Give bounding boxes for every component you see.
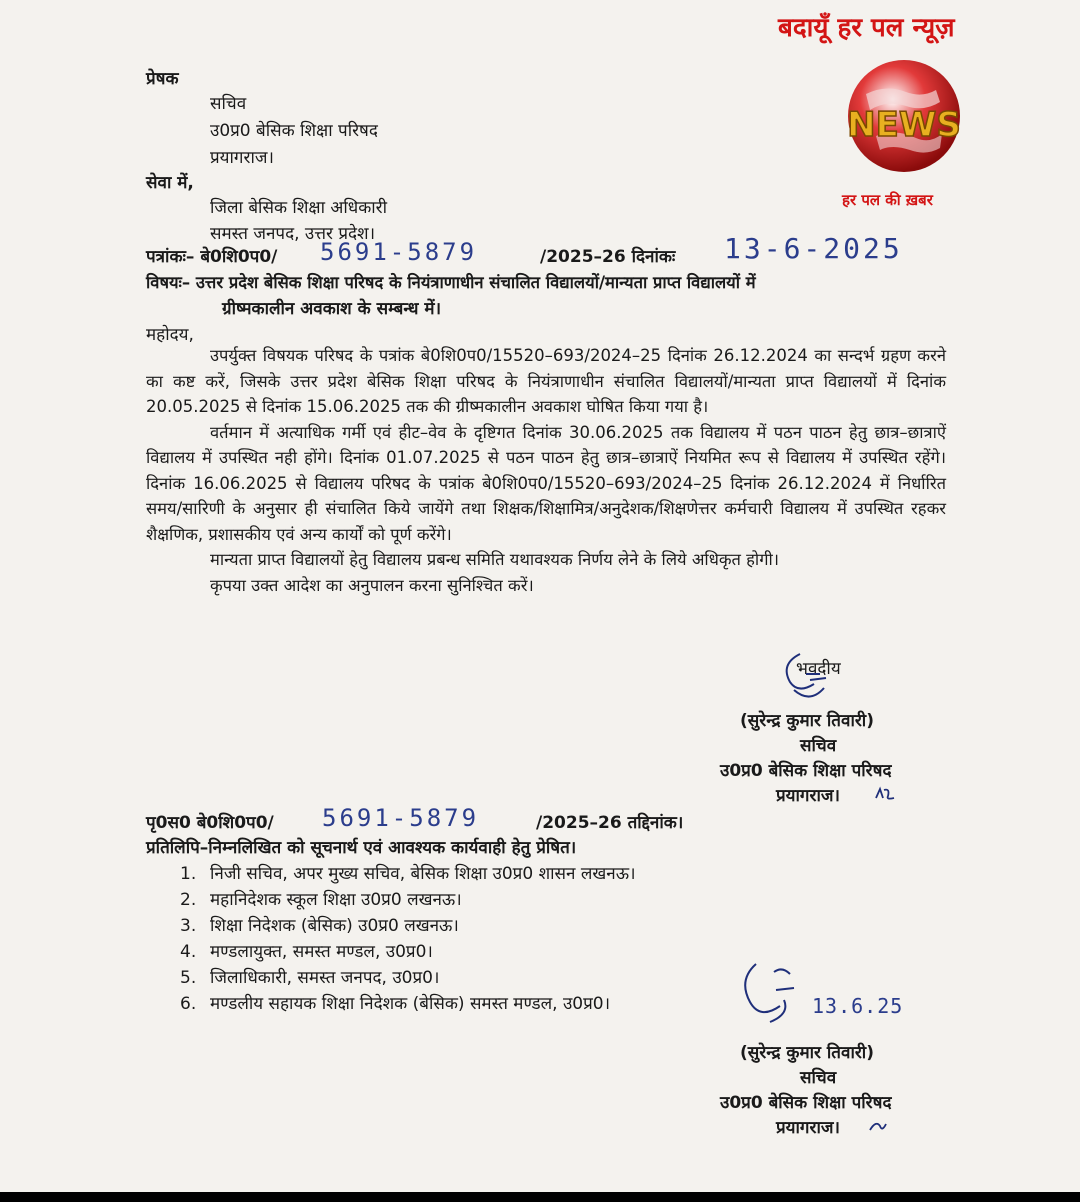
brand-title: बदायूँ हर पल न्यूज़ [778,13,955,43]
recipient-line2: समस्त जनपद, उत्तर प्रदेश। [210,224,376,244]
list-item: 3. शिक्षा निदेशक (बेसिक) उ0प्र0 लखनऊ। [180,916,459,936]
ref-prefix: पत्रांकः– बे0शि0प0/ [146,247,278,267]
list-item: 5. जिलाधिकारी, समस्त जनपद, उ0प्र0। [180,968,440,988]
signer2-city: प्रयागराज। [776,1118,840,1138]
brand-tagline: हर पल की ख़बर [842,191,933,209]
initials-mark [874,786,896,802]
ref-middle: /2025–26 दिनांकः [540,247,676,267]
list-item: 1. निजी सचिव, अपर मुख्य सचिव, बेसिक शिक्षा उ0प्र0 शासन लखनऊ। [180,864,636,884]
ref-number-handwritten: 5691-5879 [320,238,478,266]
body-paragraph-2: वर्तमान में अत्याधिक गर्मी एवं हीट–वेव के दृष्टिगत दिनांक 30.06.2025 तक विद्यालय में पठन पाठन हेतु छात्र–छात्राऐं विद्यालय में उपस्थित नही होंगे। दिनांक 01.07.2025 से पठन पाठन हेतु छात्र–छात्राऐं नियमित रूप से विद्यालय में उपस्थित रहेंगे। दिनांक 16.06.2025 से विद्यालय परिषद के पत्रांक बे0शि0प0/15520–693/2024–25 दिनांक 26.12.2024 में निर्धारित समय/सारिणी के अनुसार ही संचालित किये जायेंगे तथा शिक्षक/शिक्षामित्र/अनुदेशक/शिक्षणेत्तर कर्मचारी विद्यालय में उपस्थित रहकर शैक्षणिक, प्रशासकीय एवं अन्य कार्यों को पूर्ण करेंगे। [146,422,946,544]
initials-mark [868,1118,888,1134]
list-item: 6. मण्डलीय सहायक शिक्षा निदेशक (बेसिक) समस्त मण्डल, उ0प्र0। [180,994,611,1014]
logo-text: NEWS [847,105,961,145]
endorsement-prefix: पृ0स0 बे0शि0प0/ [146,813,274,833]
salutation: महोदय, [146,325,194,345]
subject-line2: ग्रीष्मकालीन अवकाश के सम्बन्ध में। [222,299,442,319]
copy-line: प्रतिलिपि–निम्नलिखित को सूचनार्थ एवं आवश्यक कार्यवाही हेतु प्रेषित। [146,838,577,858]
endorsement-number-handwritten: 5691-5879 [322,804,480,832]
recipient-line1: जिला बेसिक शिक्षा अधिकारी [210,198,388,218]
list-item: 2. महानिदेशक स्कूल शिक्षा उ0प्र0 लखनऊ। [180,890,462,910]
sender-line2: उ0प्र0 बेसिक शिक्षा परिषद [210,121,378,141]
signer2-name: (सुरेन्द्र कुमार तिवारी) [740,1043,874,1063]
body-text [146,343,946,598]
sender-line3: प्रयागराज। [210,148,274,168]
list-item: 4. मण्डलायुक्त, समस्त मण्डल, उ0प्र0। [180,942,433,962]
closing-text: भवदीय [796,659,841,679]
body-paragraph-3: मान्यता प्राप्त विद्यालयों हेतु विद्यालय प्रबन्ध समिति यथावश्यक निर्णय लेने के लिये अधिकृत होगी। [210,550,780,569]
news-globe-logo [836,54,972,178]
signature-2 [736,950,816,1030]
signer1-designation: सचिव [800,736,837,756]
ref-date-handwritten: 13-6-2025 [724,232,903,265]
endorsement-suffix: /2025–26 तद्दिनांक। [536,813,684,833]
signer2-designation: सचिव [800,1068,837,1088]
body-paragraph-1: उपर्युक्त विषयक परिषद के पत्रांक बे0शि0प0/15520–693/2024–25 दिनांक 26.12.2024 का सन्दर्भ ग्रहण करने का कष्ट करें, जिसके उत्तर प्रदेश बेसिक शिक्षा परिषद के नियंत्राणाधीन संचालित विद्यालयों/मान्यता प्राप्त विद्यालयों में दिनांक 20.05.2025 से दिनांक 15.06.2025 तक की ग्रीष्मकालीन अवकाश घोषित किया गया है। [146,346,946,416]
signer1-name: (सुरेन्द्र कुमार तिवारी) [740,711,874,731]
signature-2-date: 13.6.25 [812,994,904,1018]
signer2-office: उ0प्र0 बेसिक शिक्षा परिषद [720,1093,892,1113]
signature-1 [770,644,850,714]
recipient-label: सेवा में, [146,173,194,193]
body-paragraph-4: कृपया उक्त आदेश का अनुपालन करना सुनिश्चित करें। [210,575,534,595]
subject-line1: विषयः– उत्तर प्रदेश बेसिक शिक्षा परिषद के नियंत्राणाधीन संचालित विद्यालयों/मान्यता प्राप्त विद्यालयों में [146,273,756,292]
sender-label: प्रेषक [146,69,179,89]
signer1-city: प्रयागराज। [776,786,840,806]
signer1-office: उ0प्र0 बेसिक शिक्षा परिषद [720,761,892,781]
sender-line1: सचिव [210,94,247,114]
